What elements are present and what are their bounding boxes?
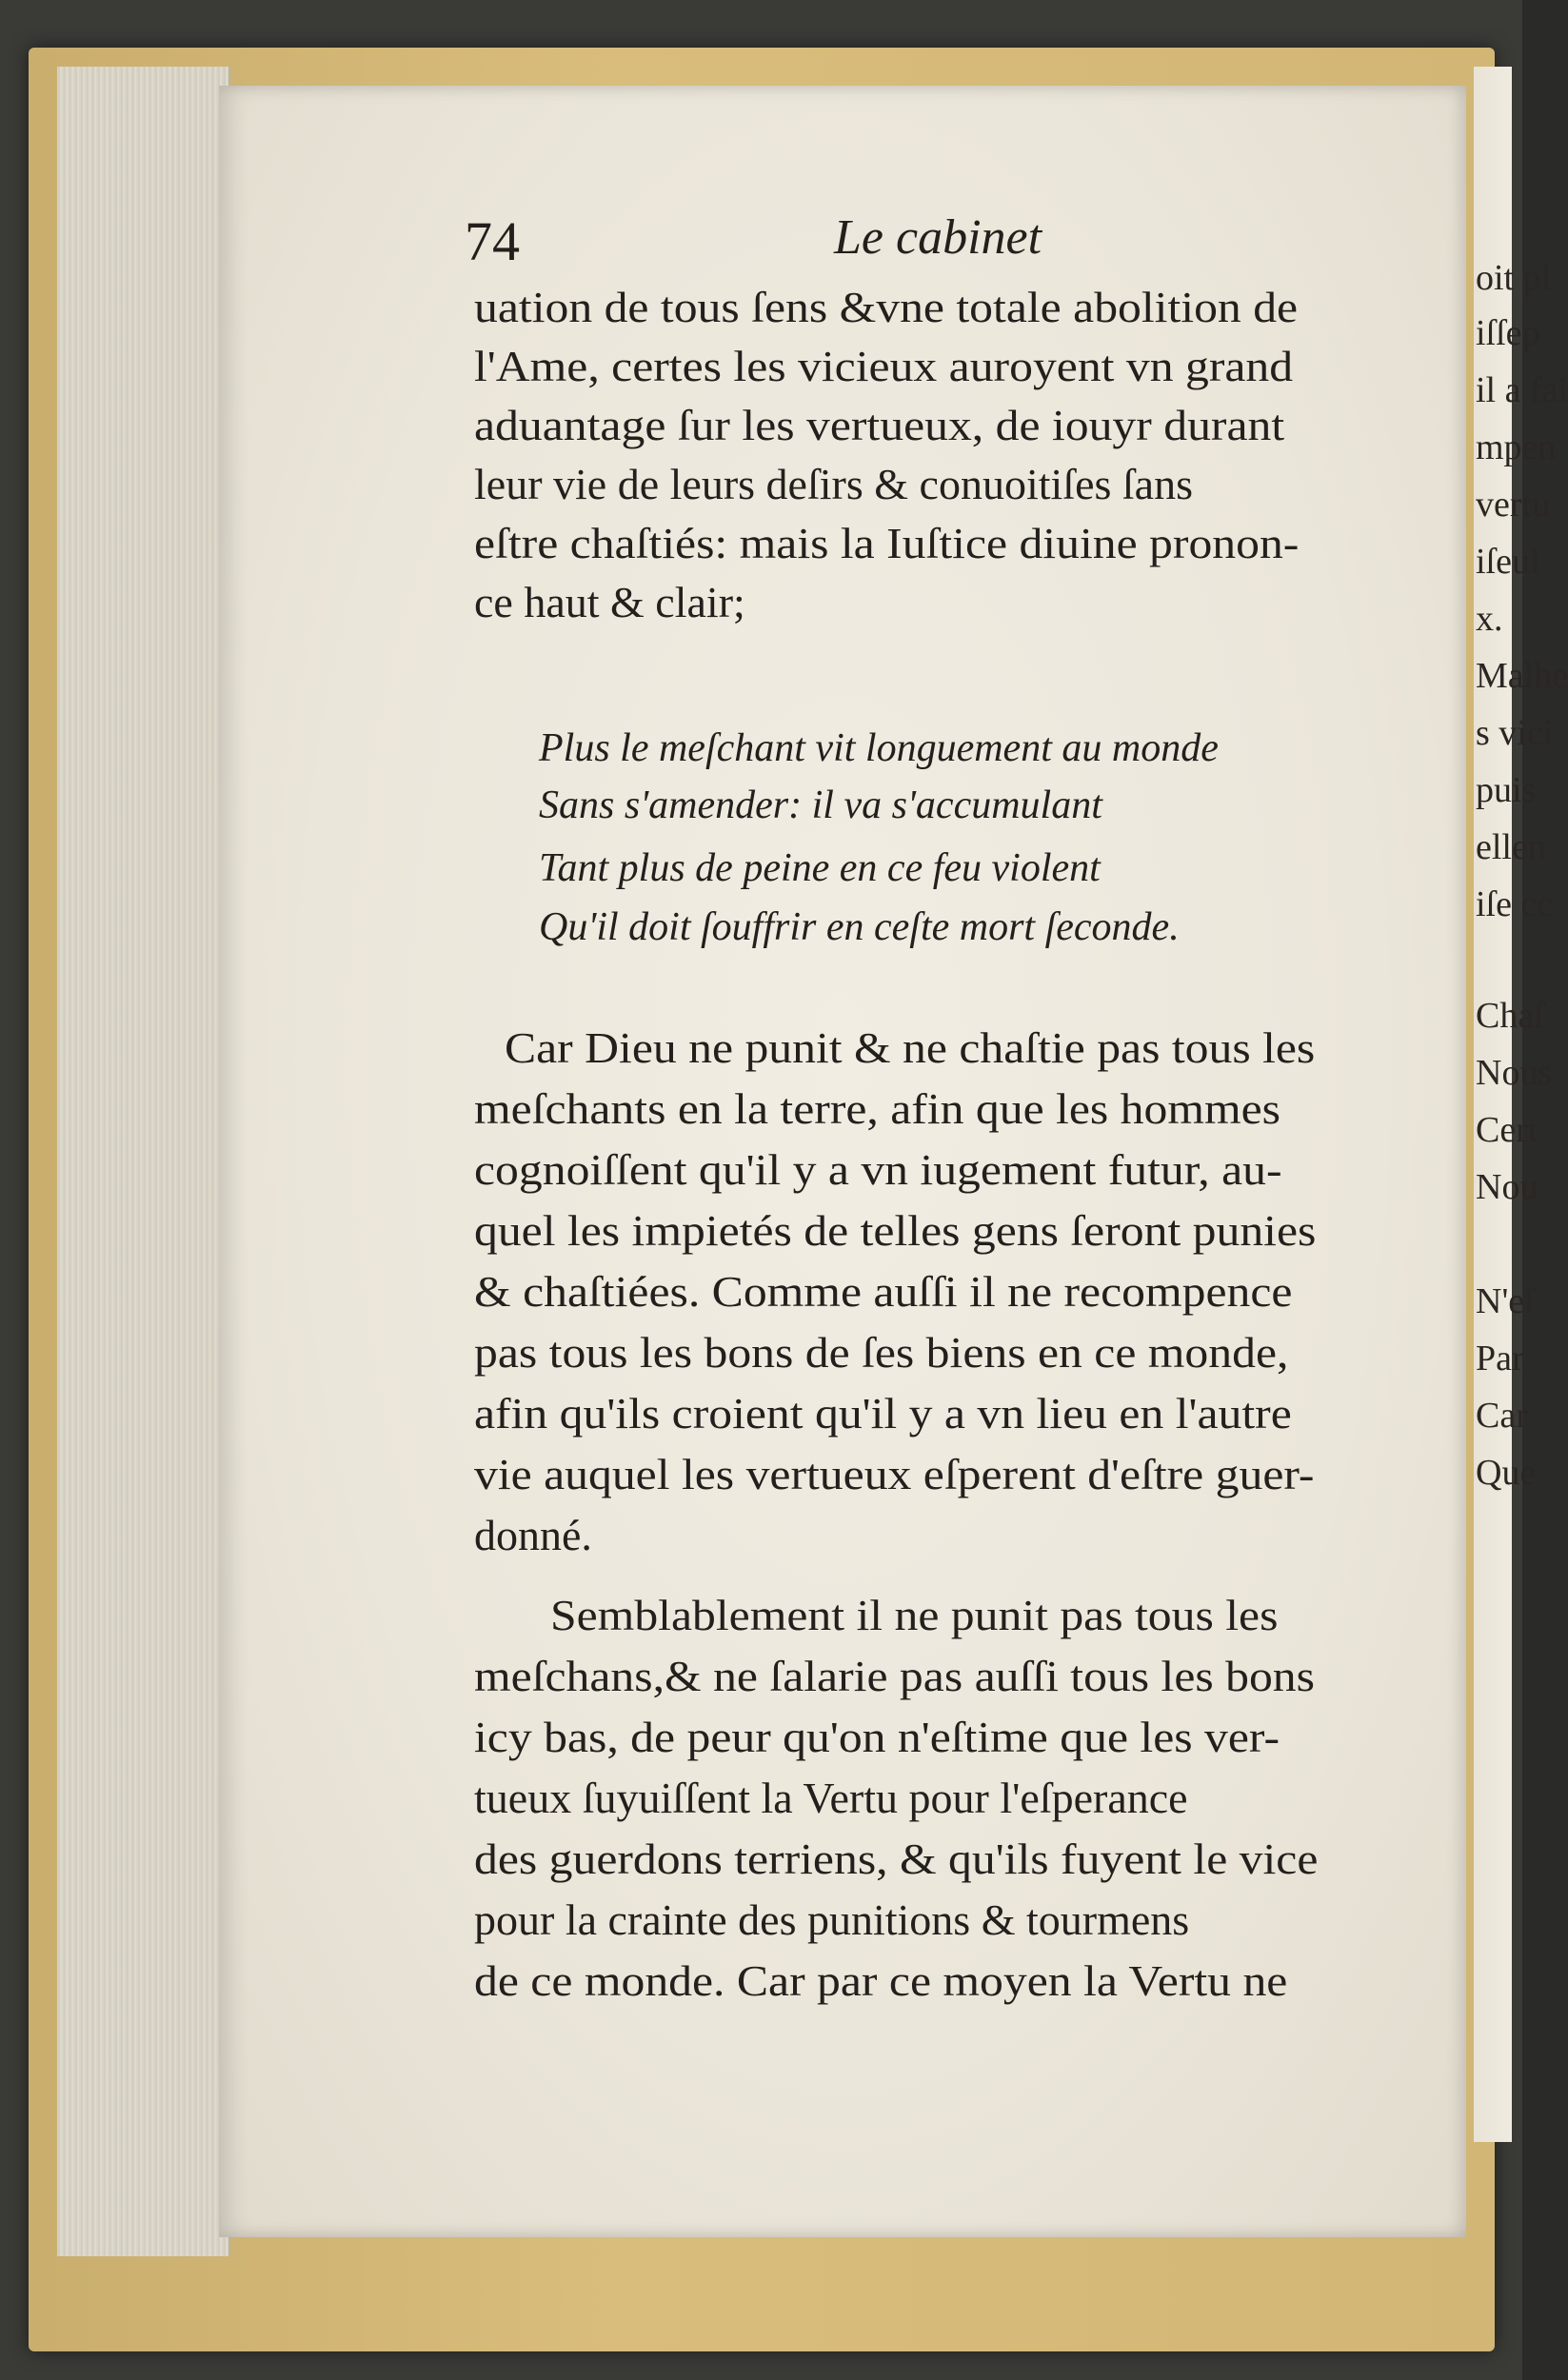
- text-line: afin qu'ils croient qu'il y a vn lieu en l'autre: [474, 1389, 1292, 1438]
- facing-fragment: x.: [1476, 599, 1503, 639]
- text-line: quel les impietés de telles gens ſeront punies: [474, 1206, 1317, 1255]
- text-line: meſchans,& ne ſalarie pas auſſi tous les bons: [474, 1652, 1315, 1700]
- facing-fragment: Chaſ: [1476, 996, 1544, 1036]
- text-line: ce haut & clair;: [474, 578, 745, 626]
- text-line: meſchants en la terre, afin que les hommes: [474, 1084, 1281, 1133]
- facing-fragment: iſſep: [1476, 313, 1540, 353]
- facing-fragment: puis: [1476, 770, 1537, 810]
- verse-line: Qu'il doit ſouffrir en ceſte mort ſeconde.: [539, 905, 1180, 949]
- facing-fragment: il a fai: [1476, 370, 1568, 410]
- facing-fragment: Nous: [1476, 1053, 1553, 1093]
- text-line: & chaſtiées. Comme auſſi il ne recompence: [474, 1267, 1293, 1316]
- text-line: pour la crainte des punitions & tourmens: [474, 1895, 1190, 1944]
- verse-line: Sans s'amender: il va s'accumulant: [539, 783, 1102, 827]
- facing-page-strip: [1474, 67, 1568, 2142]
- text-line: vie auquel les vertueux eſperent d'eſtre guer-: [474, 1450, 1315, 1498]
- text-line: Car Dieu ne punit & ne chaſtie pas tous les: [505, 1023, 1316, 1072]
- facing-fragment: N'eſ: [1476, 1281, 1535, 1321]
- facing-fragment: mpen: [1476, 427, 1557, 467]
- text-line: eſtre chaſtiés: mais la Iuſtice diuine pronon-: [474, 519, 1300, 567]
- facing-fragment: iſe cc: [1476, 884, 1554, 924]
- text-line: icy bas, de peur qu'on n'eſtime que les ver-: [474, 1713, 1280, 1761]
- facing-fragment: vertu: [1476, 485, 1551, 525]
- text-line: cognoiſſent qu'il y a vn iugement futur, au-: [474, 1145, 1282, 1194]
- facing-fragment: iſeul: [1476, 542, 1540, 582]
- facing-fragment: Par: [1476, 1339, 1524, 1378]
- text-line: pas tous les bons de ſes biens en ce monde,: [474, 1328, 1289, 1377]
- facing-fragment: oit pl: [1476, 258, 1552, 298]
- text-line: donné.: [474, 1511, 592, 1559]
- facing-fragment: Nou: [1476, 1167, 1538, 1207]
- page-number: 74: [465, 210, 520, 272]
- text-line: uation de tous ſens &vne totale abolition de: [474, 283, 1299, 331]
- text-line: leur vie de leurs deſirs & conuoitiſes ſans: [474, 460, 1193, 508]
- facing-fragment: s vici: [1476, 713, 1554, 753]
- text-line: tueux ſuyuiſſent la Vertu pour l'eſperance: [474, 1774, 1188, 1822]
- facing-fragment: Malhe: [1476, 656, 1568, 696]
- facing-fragment: Car: [1476, 1396, 1528, 1436]
- page-edges: [57, 67, 230, 2256]
- running-title: Le cabinet: [834, 210, 1042, 265]
- facing-fragment: Que: [1476, 1453, 1537, 1493]
- text-line: Semblablement il ne punit pas tous les: [550, 1591, 1279, 1639]
- facing-fragment: ellen: [1476, 827, 1546, 867]
- text-line: l'Ame, certes les vicieux auroyent vn grand: [474, 342, 1294, 390]
- facing-fragment: Cert: [1476, 1110, 1538, 1150]
- text-line: des guerdons terriens, & qu'ils fuyent le vice: [474, 1835, 1319, 1883]
- verse-line: Plus le meſchant vit longuement au monde: [539, 726, 1219, 770]
- text-line: de ce monde. Car par ce moyen la Vertu ne: [474, 1956, 1288, 2005]
- text-line: aduantage ſur les vertueux, de iouyr durant: [474, 401, 1285, 449]
- verse-line: Tant plus de peine en ce feu violent: [539, 846, 1101, 890]
